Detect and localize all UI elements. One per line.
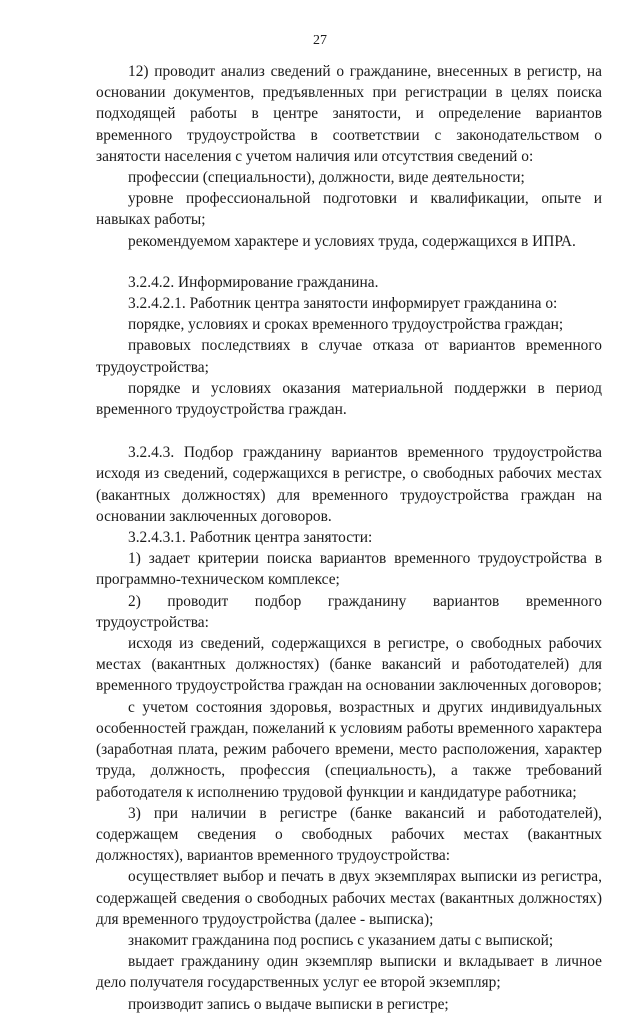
paragraph: порядке, условиях и сроках временного трудоустройства граждан; xyxy=(128,316,564,334)
paragraph: исходя из сведений, содержащихся в регистре, о свободных рабочих местах (вакантных должностях) (банке вакансий и работодателей) для временного трудоустройства граждан на основании заключенных договоров; xyxy=(96,635,602,695)
paragraph: производит запись о выдаче выписки в регистре; xyxy=(128,995,449,1013)
paragraph: уровне профессиональной подготовки и квалификации, опыте и навыках работы; xyxy=(96,190,602,229)
paragraph: с учетом состояния здоровья, возрастных и других индивидуальных особенностей граждан, пожеланий к условиям работы временного характера (заработная плата, режим рабочего времени, место расположения, характер труда, должность, профессия (специальность), а также требований работодателя к исполнению трудовой функции и кандидатуре работника; xyxy=(96,698,602,801)
paragraph: 1) задает критерии поиска вариантов временного трудоустройства в программно-техническом комплексе; xyxy=(96,550,602,589)
paragraph: выдает гражданину один экземпляр выписки и вкладывает в личное дело получателя государственных услуг ее второй экземпляр; xyxy=(96,953,602,992)
paragraph: знакомит гражданина под роспись с указанием даты с выпиской; xyxy=(128,931,554,949)
paragraph: 2) проводит подбор гражданину вариантов временного трудоустройства: xyxy=(96,592,602,631)
paragraph: правовых последствиях в случае отказа от вариантов временного трудоустройства; xyxy=(96,337,602,376)
paragraph: осуществляет выбор и печать в двух экземплярах выписки из регистра, содержащей сведения о свободных рабочих местах (вакантных должностях) для временного трудоустройства (далее - выписка); xyxy=(96,868,602,928)
paragraph: 3.2.4.2.1. Работник центра занятости информирует гражданина о: xyxy=(128,295,558,313)
paragraph: профессии (специальности), должности, виде деятельности; xyxy=(128,169,525,187)
document-body xyxy=(96,61,602,1015)
paragraph: 12) проводит анализ сведений о гражданине, внесенных в регистр, на основании документов, предъявленных при регистрации в целях поиска подходящей работы в центре занятости, и определение вариантов временного трудоустройства в соответствии с законодательством о занятости населения с учетом наличия или отсутствия сведений о: xyxy=(96,63,602,165)
paragraph: 3.2.4.3.1. Работник центра занятости: xyxy=(128,529,373,547)
paragraph: рекомендуемом характере и условиях труда, содержащихся в ИПРА. xyxy=(128,232,576,250)
section-heading: 3.2.4.3. Подбор гражданину вариантов временного трудоустройства исходя из сведений, содержащихся в регистре, о свободных рабочих местах (вакантных должностях) для временного трудоустройства граждан на основании заключенных договоров. xyxy=(96,444,602,525)
paragraph: 3) при наличии в регистре (банке вакансий и работодателей), содержащем сведения о свободных рабочих местах (вакантных должностях), вариантов временного трудоустройства: xyxy=(96,804,602,865)
section-heading: 3.2.4.2. Информирование гражданина. xyxy=(128,273,379,291)
paragraph: порядке и условиях оказания материальной поддержки в период временного трудоустройства граждан. xyxy=(96,379,602,419)
page-number: 27 xyxy=(313,33,327,48)
